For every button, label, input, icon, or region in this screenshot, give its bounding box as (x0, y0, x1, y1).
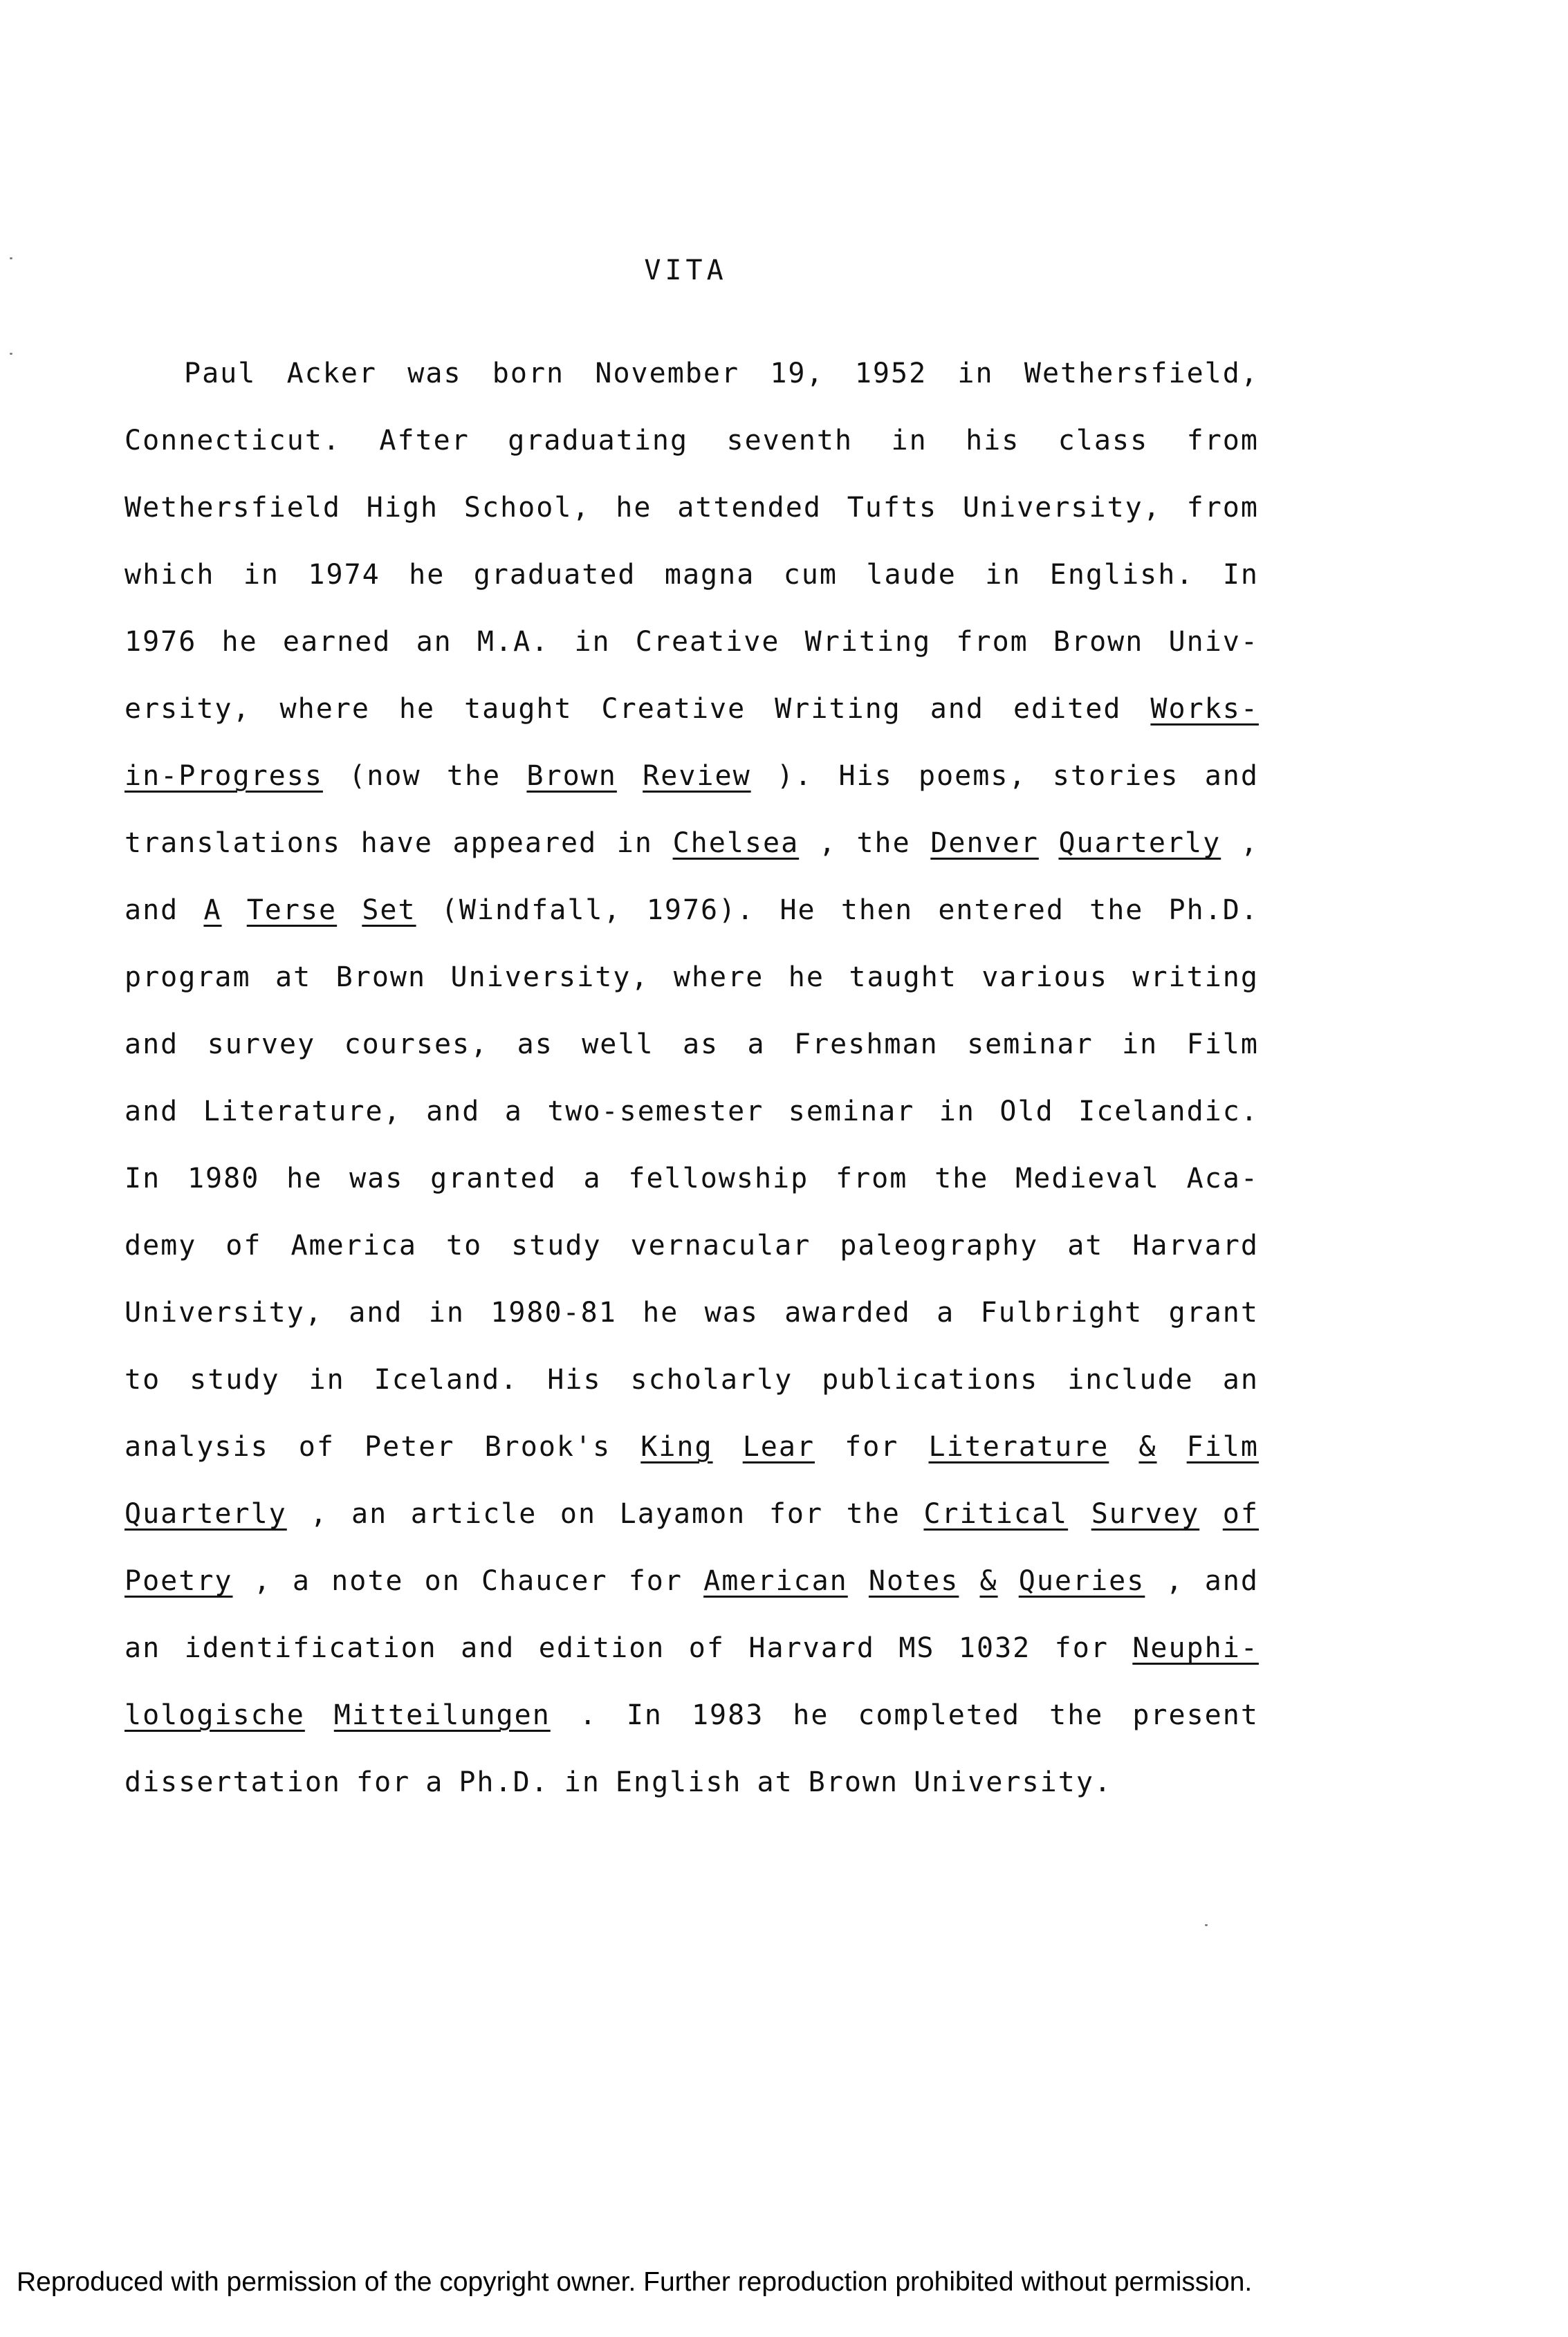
underlined-title-word: A (203, 894, 222, 926)
word: was (349, 1163, 404, 1194)
underlined-title-word: Works- (1150, 693, 1259, 725)
word: translations (124, 827, 341, 859)
word: Medieval (1015, 1163, 1160, 1194)
underlined-title-word: Chelsea (672, 827, 800, 859)
text-line (124, 1225, 1259, 1292)
word: from (836, 1163, 908, 1194)
word: Layamon (619, 1498, 746, 1530)
word: note (331, 1565, 404, 1597)
word: Connecticut. (124, 425, 341, 456)
word: appeared (452, 827, 598, 859)
word: Fulbright (980, 1297, 1143, 1329)
word: Ph.D. (1168, 894, 1259, 926)
word: at (275, 961, 312, 993)
word: edition (538, 1632, 665, 1664)
word: for (356, 1766, 411, 1798)
scan-speck (1205, 1924, 1208, 1926)
word: Creative (601, 693, 746, 725)
word: poems, (919, 760, 1027, 792)
underlined-title-word: Lear (742, 1431, 815, 1463)
word: various (981, 961, 1108, 993)
word: After (379, 425, 470, 456)
underlined-title-word: & (1138, 1431, 1157, 1463)
word: High (366, 492, 439, 524)
word: 1983 (691, 1699, 764, 1731)
text-line (124, 1158, 1259, 1225)
word: Harvard (1132, 1230, 1259, 1262)
word: he (286, 1163, 323, 1194)
text-line (124, 1694, 1259, 1762)
word: . (579, 1699, 598, 1731)
word: survey (207, 1028, 316, 1060)
word: the (1049, 1699, 1104, 1731)
word: was (704, 1297, 759, 1329)
word: analysis (124, 1431, 269, 1463)
copyright-notice: Reproduced with permission of the copyright owner. Further reproduction prohibited without permission. (17, 2267, 1253, 2297)
word: University, (962, 492, 1161, 524)
word: and (1204, 760, 1259, 792)
word: Freshman (794, 1028, 939, 1060)
word: on (560, 1498, 597, 1530)
word: at (1067, 1230, 1104, 1262)
word: a (937, 1297, 955, 1329)
word: in (308, 1364, 345, 1396)
underlined-title-word: Denver (930, 827, 1039, 859)
text-line (124, 822, 1259, 889)
word: Old (999, 1096, 1054, 1127)
word: in (428, 1297, 465, 1329)
word: MS (898, 1632, 935, 1664)
word: a (747, 1028, 766, 1060)
word: in (574, 626, 611, 658)
page-title: VITA (644, 255, 728, 286)
word: University, (124, 1297, 323, 1329)
text-line (124, 487, 1259, 554)
word: demy (124, 1230, 197, 1262)
word: and (930, 693, 984, 725)
word: Aca- (1186, 1163, 1259, 1194)
word: of (225, 1230, 262, 1262)
word: magna (664, 559, 755, 591)
underlined-title-word: Queries (1018, 1565, 1145, 1597)
text-line (124, 755, 1259, 822)
word: Wethersfield, (1024, 358, 1259, 389)
word: where (279, 693, 370, 725)
word: Writing (804, 626, 932, 658)
word: where (673, 961, 764, 993)
word: 1974 (308, 559, 380, 591)
word: he (221, 626, 258, 658)
word: in (564, 1766, 600, 1798)
text-line (124, 889, 1259, 957)
underlined-title-word: Brown (526, 760, 617, 792)
word: (Windfall, (441, 894, 622, 926)
word: include (1067, 1364, 1194, 1396)
text-line (124, 1560, 1259, 1627)
word: Tufts (847, 492, 938, 524)
word: Writing (775, 693, 901, 725)
text-line (124, 688, 1259, 755)
word: seventh (726, 425, 854, 456)
word: His (547, 1364, 602, 1396)
word: Brown (335, 961, 427, 993)
text-line (124, 957, 1259, 1024)
word: as (517, 1028, 553, 1060)
word: he (793, 1699, 829, 1731)
word: Creative (635, 626, 780, 658)
underlined-title-word: Review (643, 760, 751, 792)
word: in (243, 559, 279, 591)
word: in (1122, 1028, 1159, 1060)
word: identification (184, 1632, 437, 1664)
word: he (643, 1297, 679, 1329)
word: paleography (840, 1230, 1039, 1262)
underlined-title-word: Mitteilungen (333, 1699, 551, 1731)
word: publications (822, 1364, 1039, 1396)
word: graduating (508, 425, 689, 456)
word: Brown (1053, 626, 1144, 658)
word: 1980 (187, 1163, 260, 1194)
word: was (407, 358, 462, 389)
word: fellowship (628, 1163, 809, 1194)
text-line (124, 554, 1259, 621)
underlined-title-word: of (1222, 1498, 1259, 1530)
word: 1976 (124, 626, 197, 658)
word: his (966, 425, 1020, 456)
word: he (409, 559, 445, 591)
word: Wethersfield (124, 492, 341, 524)
word: present (1132, 1699, 1259, 1731)
word: an (1222, 1364, 1259, 1396)
word: an (416, 626, 452, 658)
underlined-title-word: & (979, 1565, 998, 1597)
underlined-title-word: lologische (124, 1699, 305, 1731)
word: seminar (788, 1096, 915, 1127)
word: courses, (344, 1028, 489, 1060)
word: Paul (184, 358, 257, 389)
word: in (957, 358, 994, 389)
underlined-title-word: Set (362, 894, 416, 926)
word: Literature, (203, 1096, 402, 1127)
word: stories (1052, 760, 1179, 792)
word: Acker (286, 358, 378, 389)
word: vernacular (630, 1230, 811, 1262)
word: from (1186, 425, 1259, 456)
word: he (788, 961, 824, 993)
word: for (768, 1498, 824, 1530)
word: 1952 (854, 358, 928, 389)
underlined-title-word: Terse (246, 894, 338, 926)
word: Brook's (484, 1431, 611, 1463)
word: the (856, 827, 911, 859)
word: M.A. (477, 626, 550, 658)
word: to (445, 1230, 483, 1262)
word: a (583, 1163, 602, 1194)
word: , (1240, 827, 1259, 859)
word: and (124, 894, 179, 926)
word: laude (866, 559, 957, 591)
word: a (292, 1565, 311, 1597)
word: Univ- (1168, 626, 1259, 658)
word: America (290, 1230, 418, 1262)
word: two-semester (547, 1096, 764, 1127)
word: an (351, 1498, 388, 1530)
word: for (1054, 1632, 1109, 1664)
underlined-title-word: Quarterly (1058, 827, 1221, 859)
word: a (425, 1766, 444, 1798)
word: Iceland. (373, 1364, 519, 1396)
word: English. (1049, 559, 1195, 591)
word: and (124, 1028, 179, 1060)
word: he (398, 693, 436, 725)
underlined-title-word: Neuphi- (1132, 1632, 1259, 1664)
word: from (956, 626, 1029, 658)
text-line (124, 1627, 1259, 1694)
word: Chaucer (481, 1565, 608, 1597)
underlined-title-word: Literature (928, 1431, 1109, 1463)
scan-speck (10, 353, 12, 355)
word: in (891, 425, 928, 456)
underlined-title-word: King (640, 1431, 713, 1463)
word: 19, (770, 358, 824, 389)
word: His (838, 760, 893, 792)
word: 1976). (646, 894, 755, 926)
word: on (424, 1565, 461, 1597)
word: graduated (473, 559, 636, 591)
word: the (934, 1163, 989, 1194)
word: the (446, 760, 501, 792)
word: as (682, 1028, 719, 1060)
word: , (310, 1498, 329, 1530)
underlined-title-word: Survey (1091, 1498, 1200, 1530)
word: he (616, 492, 652, 524)
text-line (124, 1292, 1259, 1359)
text-line (124, 1359, 1259, 1426)
word: earned (282, 626, 391, 658)
word: 1032 (958, 1632, 1031, 1664)
word: the (1089, 894, 1144, 926)
word: study (190, 1364, 280, 1396)
word: , (1165, 1565, 1184, 1597)
word: scholarly (630, 1364, 793, 1396)
word: and (426, 1096, 481, 1127)
text-line (124, 621, 1259, 688)
word: born (492, 358, 565, 389)
word: , (253, 1565, 272, 1597)
word: completed (858, 1699, 1021, 1731)
word: an (124, 1632, 161, 1664)
text-line (124, 1426, 1259, 1493)
word: for (845, 1431, 899, 1463)
word: dissertation (124, 1766, 341, 1798)
underlined-title-word: Film (1186, 1431, 1259, 1463)
word: and (1204, 1565, 1259, 1597)
word: to (124, 1364, 161, 1396)
word: In (124, 1163, 161, 1194)
word: He (780, 894, 816, 926)
text-line (124, 420, 1259, 487)
word: edited (1013, 693, 1122, 725)
word: the (846, 1498, 901, 1530)
text-line (124, 1091, 1259, 1158)
word: taught (849, 961, 957, 993)
word: Harvard (748, 1632, 875, 1664)
vita-paragraph (124, 353, 1259, 1829)
word: awarded (784, 1297, 911, 1329)
word: for (628, 1565, 683, 1597)
word: have (360, 827, 433, 859)
word: well (582, 1028, 654, 1060)
word: , (818, 827, 837, 859)
word: which (124, 559, 215, 591)
underlined-title-word: in-Progress (124, 760, 323, 792)
text-line (124, 1762, 1259, 1829)
word: from (1186, 492, 1259, 524)
word: Peter (365, 1431, 455, 1463)
word: School, (463, 492, 591, 524)
word: a (504, 1096, 523, 1127)
underlined-title-word: Critical (923, 1498, 1069, 1530)
word: of (688, 1632, 725, 1664)
underlined-title-word: Poetry (124, 1565, 233, 1597)
word: cum (783, 559, 838, 591)
word: Ph.D. (459, 1766, 549, 1798)
underlined-title-word: Notes (868, 1565, 959, 1597)
word: class (1058, 425, 1149, 456)
word: attended (677, 492, 822, 524)
word: University. (914, 1766, 1112, 1798)
word: ersity, (124, 693, 251, 725)
word: in (985, 559, 1022, 591)
text-line (124, 1024, 1259, 1091)
word: Icelandic. (1078, 1096, 1259, 1127)
word: seminar (967, 1028, 1094, 1060)
word: and (349, 1297, 403, 1329)
word: in (616, 827, 653, 859)
word: in (939, 1096, 975, 1127)
word: In (626, 1699, 663, 1731)
word: ). (776, 760, 813, 792)
word: at (757, 1766, 793, 1798)
word: and (124, 1096, 179, 1127)
word: writing (1132, 961, 1259, 993)
text-line (124, 353, 1259, 420)
text-line (124, 1493, 1259, 1560)
word: granted (430, 1163, 557, 1194)
word: taught (464, 693, 573, 725)
word: of (298, 1431, 335, 1463)
underlined-title-word: American (703, 1565, 848, 1597)
word: English (615, 1766, 742, 1798)
underlined-title-word: Quarterly (124, 1498, 287, 1530)
word: University, (450, 961, 649, 993)
word: entered (938, 894, 1064, 926)
word: (now (349, 760, 421, 792)
word: November (595, 358, 740, 389)
word: program (124, 961, 251, 993)
word: article (410, 1498, 537, 1530)
word: In (1222, 559, 1259, 591)
word: Brown (808, 1766, 899, 1798)
word: study (511, 1230, 602, 1262)
word: then (840, 894, 914, 926)
word: Film (1186, 1028, 1259, 1060)
word: 1980-81 (490, 1297, 617, 1329)
word: and (461, 1632, 515, 1664)
word: grant (1168, 1297, 1259, 1329)
